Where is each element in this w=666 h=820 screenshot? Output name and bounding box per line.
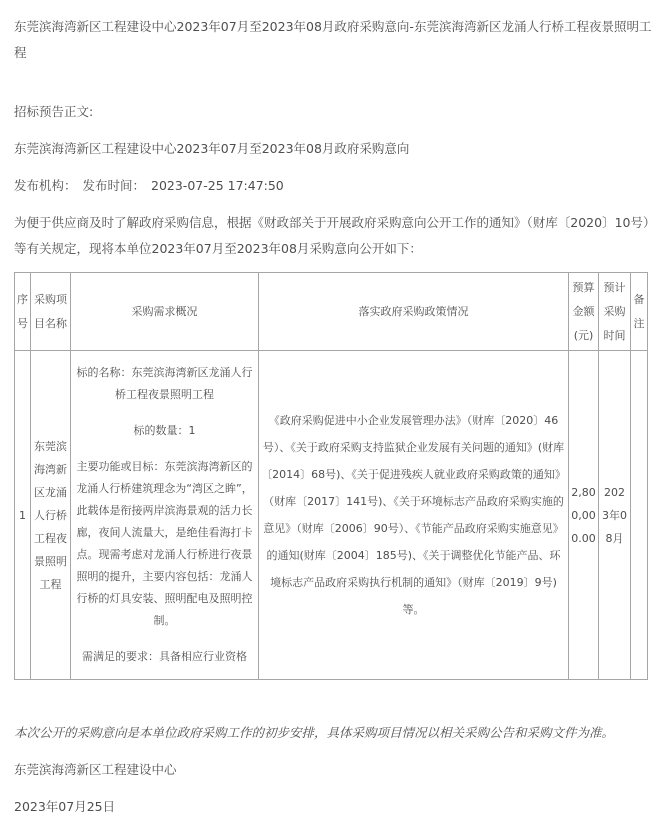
cell-seq: 1 xyxy=(15,351,31,680)
intro-paragraph: 为便于供应商及时了解政府采购信息，根据《财政部关于开展政府采购意向公开工作的通知》（财库〔2020〕10号）等有关规定，现将本单位2023年07月至2023年08月采购意向公开如下： xyxy=(14,215,650,256)
cell-policy: 《政府采购促进中小企业发展管理办法》（财库〔2020〕46号）、《关于政府采购支持监狱企业发展有关问题的通知》(财库〔2014〕68号)、《关于促进残疾人就业政府采购政策的通知》（财库〔2017〕141号)、《关于环境标志产品政府采购实施的意见》（财库〔2006〕90号）、《节能产品政府采购实施意见》的通知(财库〔2004〕185号)、《关于调整优化节能产品、环境标志产品政府采购执行机制的通知》（财库〔2019〕9号)等。 xyxy=(259,351,569,680)
footer-org-name: 东莞滨海湾新区工程建设中心 xyxy=(14,762,177,777)
col-header-policy: 落实政府采购政策情况 xyxy=(259,273,569,351)
cell-budget: 2,800,000.00 xyxy=(569,351,599,680)
preface-label: 招标预告正文: xyxy=(14,104,94,119)
cell-demand xyxy=(71,351,259,680)
col-header-budget: 预算金额(元) xyxy=(569,273,599,351)
col-header-demand: 采购需求概况 xyxy=(71,273,259,351)
procurement-intent-table xyxy=(14,272,648,680)
cell-project-name: 东莞滨海湾新区龙涌人行桥工程夜景照明工程 xyxy=(31,351,71,680)
publish-info-line xyxy=(14,173,652,199)
cell-schedule: 2023年08月 xyxy=(599,351,631,680)
publisher-label: 发布机构： xyxy=(14,178,77,193)
publish-time-label: 发布时间： xyxy=(82,178,146,193)
col-header-schedule: 预计采购时间 xyxy=(599,273,631,351)
page-title: 东莞滨海湾新区工程建设中心2023年07月至2023年08月政府采购意向-东莞滨海湾新区龙涌人行桥工程夜景照明工程 xyxy=(14,19,652,60)
table-row xyxy=(15,351,648,680)
publish-time-value: 2023-07-25 17:47:50 xyxy=(151,178,284,193)
notice-title: 东莞滨海湾新区工程建设中心2023年07月至2023年08月政府采购意向 xyxy=(14,141,410,156)
demand-target-quantity: 标的数量：1 xyxy=(133,424,196,437)
demand-requirements: 需满足的要求：具备相应行业资格 xyxy=(82,650,247,663)
demand-target-name: 标的名称：东莞滨海湾新区龙涌人行桥工程夜景照明工程 xyxy=(76,366,253,401)
footer-date: 2023年07月25日 xyxy=(14,799,116,814)
col-header-remark: 备注 xyxy=(631,273,648,351)
cell-remark xyxy=(631,351,648,680)
col-header-seq: 序号 xyxy=(15,273,31,351)
demand-main-function: 主要功能或目标：东莞滨海湾新区的龙涌人行桥建筑理念为“湾区之眸”，此载体是衔接两岸滨海景观的活力长廊，夜间人流量大，是绝佳看海打卡点。现需考虑对龙涌人行桥进行夜景照明的提升，主要内容包括：龙涌人行桥的灯具安装、照明配电及照明控制。 xyxy=(76,460,253,627)
col-header-project-name: 采购项目名称 xyxy=(31,273,71,351)
table-header-row xyxy=(15,273,648,351)
footer-note: 本次公开的采购意向是本单位政府采购工作的初步安排，具体采购项目情况以相关采购公告和采购文件为准。 xyxy=(14,725,615,740)
